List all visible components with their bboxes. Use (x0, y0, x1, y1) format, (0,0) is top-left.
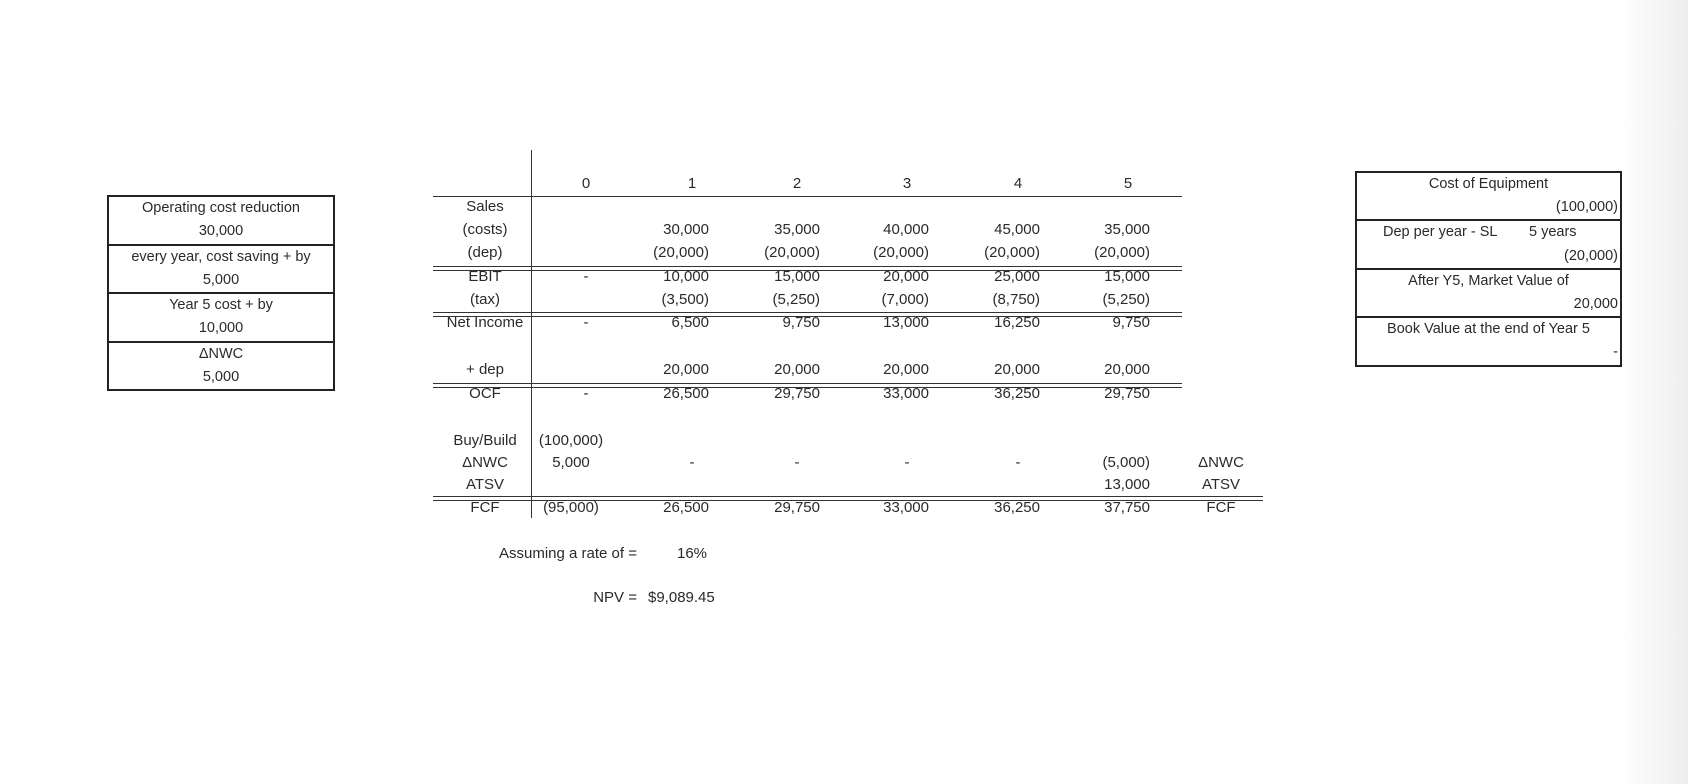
row-label: FCF (470, 499, 500, 516)
table-cell: 20,000 (883, 361, 929, 378)
row-label: + dep (466, 361, 504, 378)
table-cell: - (904, 454, 910, 471)
year-header: 0 (581, 175, 591, 192)
table-cell: 35,000 (774, 221, 820, 238)
table-cell: 20,000 (1104, 361, 1150, 378)
table-cell: 9,750 (782, 314, 820, 331)
table-cell: (20,000) (1094, 244, 1150, 261)
year-header: 5 (1123, 175, 1133, 192)
table-cell: 10,000 (663, 268, 709, 285)
bv-label: Book Value at the end of Year 5 (1357, 316, 1620, 341)
mv-value: 20,000 (1573, 295, 1618, 312)
table-cell: 29,750 (1104, 385, 1150, 402)
table-cell: (20,000) (653, 244, 709, 261)
year-header: 3 (902, 175, 912, 192)
row-tag: ΔNWC (1198, 454, 1244, 471)
row-label: Net Income (446, 314, 524, 331)
table-cell: - (689, 454, 695, 471)
year-header: 4 (1013, 175, 1023, 192)
table-cell: (5,250) (772, 291, 820, 308)
assumption-value: 10,000 (198, 320, 244, 337)
table-cell: (20,000) (873, 244, 929, 261)
table-cell: 30,000 (663, 221, 709, 238)
net-income-rule (433, 312, 1182, 317)
table-cell: (100,000) (538, 432, 604, 449)
table-cell: 40,000 (883, 221, 929, 238)
table-cell: 35,000 (1104, 221, 1150, 238)
table-cell: (3,500) (661, 291, 709, 308)
table-cell: (95,000) (543, 499, 599, 516)
table-cell: 26,500 (663, 385, 709, 402)
table-cell: 13,000 (883, 314, 929, 331)
assumption-value: 5,000 (202, 369, 240, 386)
row-label: OCF (469, 385, 501, 402)
table-cell: (20,000) (984, 244, 1040, 261)
table-cell: 36,250 (994, 385, 1040, 402)
row-tag: FCF (1206, 499, 1236, 516)
ebit-rule (433, 266, 1182, 271)
npv-label: NPV = (593, 589, 637, 606)
fcf-rule (433, 496, 1263, 501)
table-cell: 26,500 (663, 499, 709, 516)
table-cell: (7,000) (881, 291, 929, 308)
mv-label: After Y5, Market Value of (1357, 268, 1620, 293)
bv-value: - (1613, 344, 1618, 361)
row-label: (tax) (470, 291, 500, 308)
row-label: (dep) (467, 244, 503, 261)
dep-label: Dep per year - SL (1383, 224, 1498, 241)
table-cell: - (794, 454, 800, 471)
dep-row (1357, 219, 1620, 244)
table-cell: 36,250 (994, 499, 1040, 516)
table-cell: (5,250) (1102, 291, 1150, 308)
table-cell: 20,000 (774, 361, 820, 378)
assumptions-box (107, 195, 335, 391)
table-cell: 33,000 (883, 499, 929, 516)
table-cell: 9,750 (1112, 314, 1150, 331)
row-label: Sales (466, 198, 504, 215)
page-edge-shadow (1618, 0, 1688, 784)
row-label: EBIT (468, 268, 502, 285)
table-cell: 15,000 (1104, 268, 1150, 285)
assumption-value: 5,000 (202, 271, 240, 288)
table-cell: 29,750 (774, 385, 820, 402)
table-cell: (8,750) (992, 291, 1040, 308)
header-rule (433, 196, 1182, 197)
row-label: ATSV (465, 476, 505, 493)
cost-label: Cost of Equipment (1428, 176, 1549, 192)
rate-value: 16% (677, 545, 708, 562)
table-cell: 37,750 (1104, 499, 1150, 516)
table-cell: 15,000 (774, 268, 820, 285)
row-label: ΔNWC (462, 454, 508, 471)
table-cell: (5,000) (1102, 454, 1150, 471)
table-cell: 5,000 (552, 454, 590, 471)
table-cell: - (583, 385, 589, 402)
table-cell: 6,500 (671, 314, 709, 331)
assumption-label: Operating cost reduction (142, 200, 300, 216)
table-cell: 45,000 (994, 221, 1040, 238)
table-cell: 20,000 (883, 268, 929, 285)
table-cell: - (1015, 454, 1021, 471)
table-cell: 25,000 (994, 268, 1040, 285)
year-header: 1 (687, 175, 697, 192)
row-label: (costs) (462, 221, 508, 238)
row-label: Buy/Build (453, 432, 517, 449)
assumption-value: 30,000 (198, 223, 244, 240)
dep-years: 5 years (1529, 224, 1577, 241)
table-cell: - (583, 268, 589, 285)
table-cell: 20,000 (994, 361, 1040, 378)
assumption-label: ΔNWC (109, 341, 333, 366)
assumption-label: Year 5 cost + by (109, 292, 333, 317)
equipment-box (1355, 171, 1622, 367)
table-divider (531, 150, 532, 518)
table-cell: 29,750 (774, 499, 820, 516)
dep-value: (20,000) (1563, 247, 1618, 264)
table-cell: 33,000 (883, 385, 929, 402)
rate-label: Assuming a rate of = (499, 545, 637, 562)
ocf-rule (433, 383, 1182, 388)
table-cell: (20,000) (764, 244, 820, 261)
table-cell: - (583, 314, 589, 331)
row-tag: ATSV (1201, 476, 1241, 493)
table-cell: 20,000 (663, 361, 709, 378)
assumption-label: every year, cost saving + by (109, 244, 333, 269)
table-cell: 16,250 (994, 314, 1040, 331)
year-header: 2 (792, 175, 802, 192)
cost-value: (100,000) (1555, 199, 1618, 216)
npv-value: $9,089.45 (648, 589, 715, 606)
table-cell: 13,000 (1104, 476, 1150, 493)
